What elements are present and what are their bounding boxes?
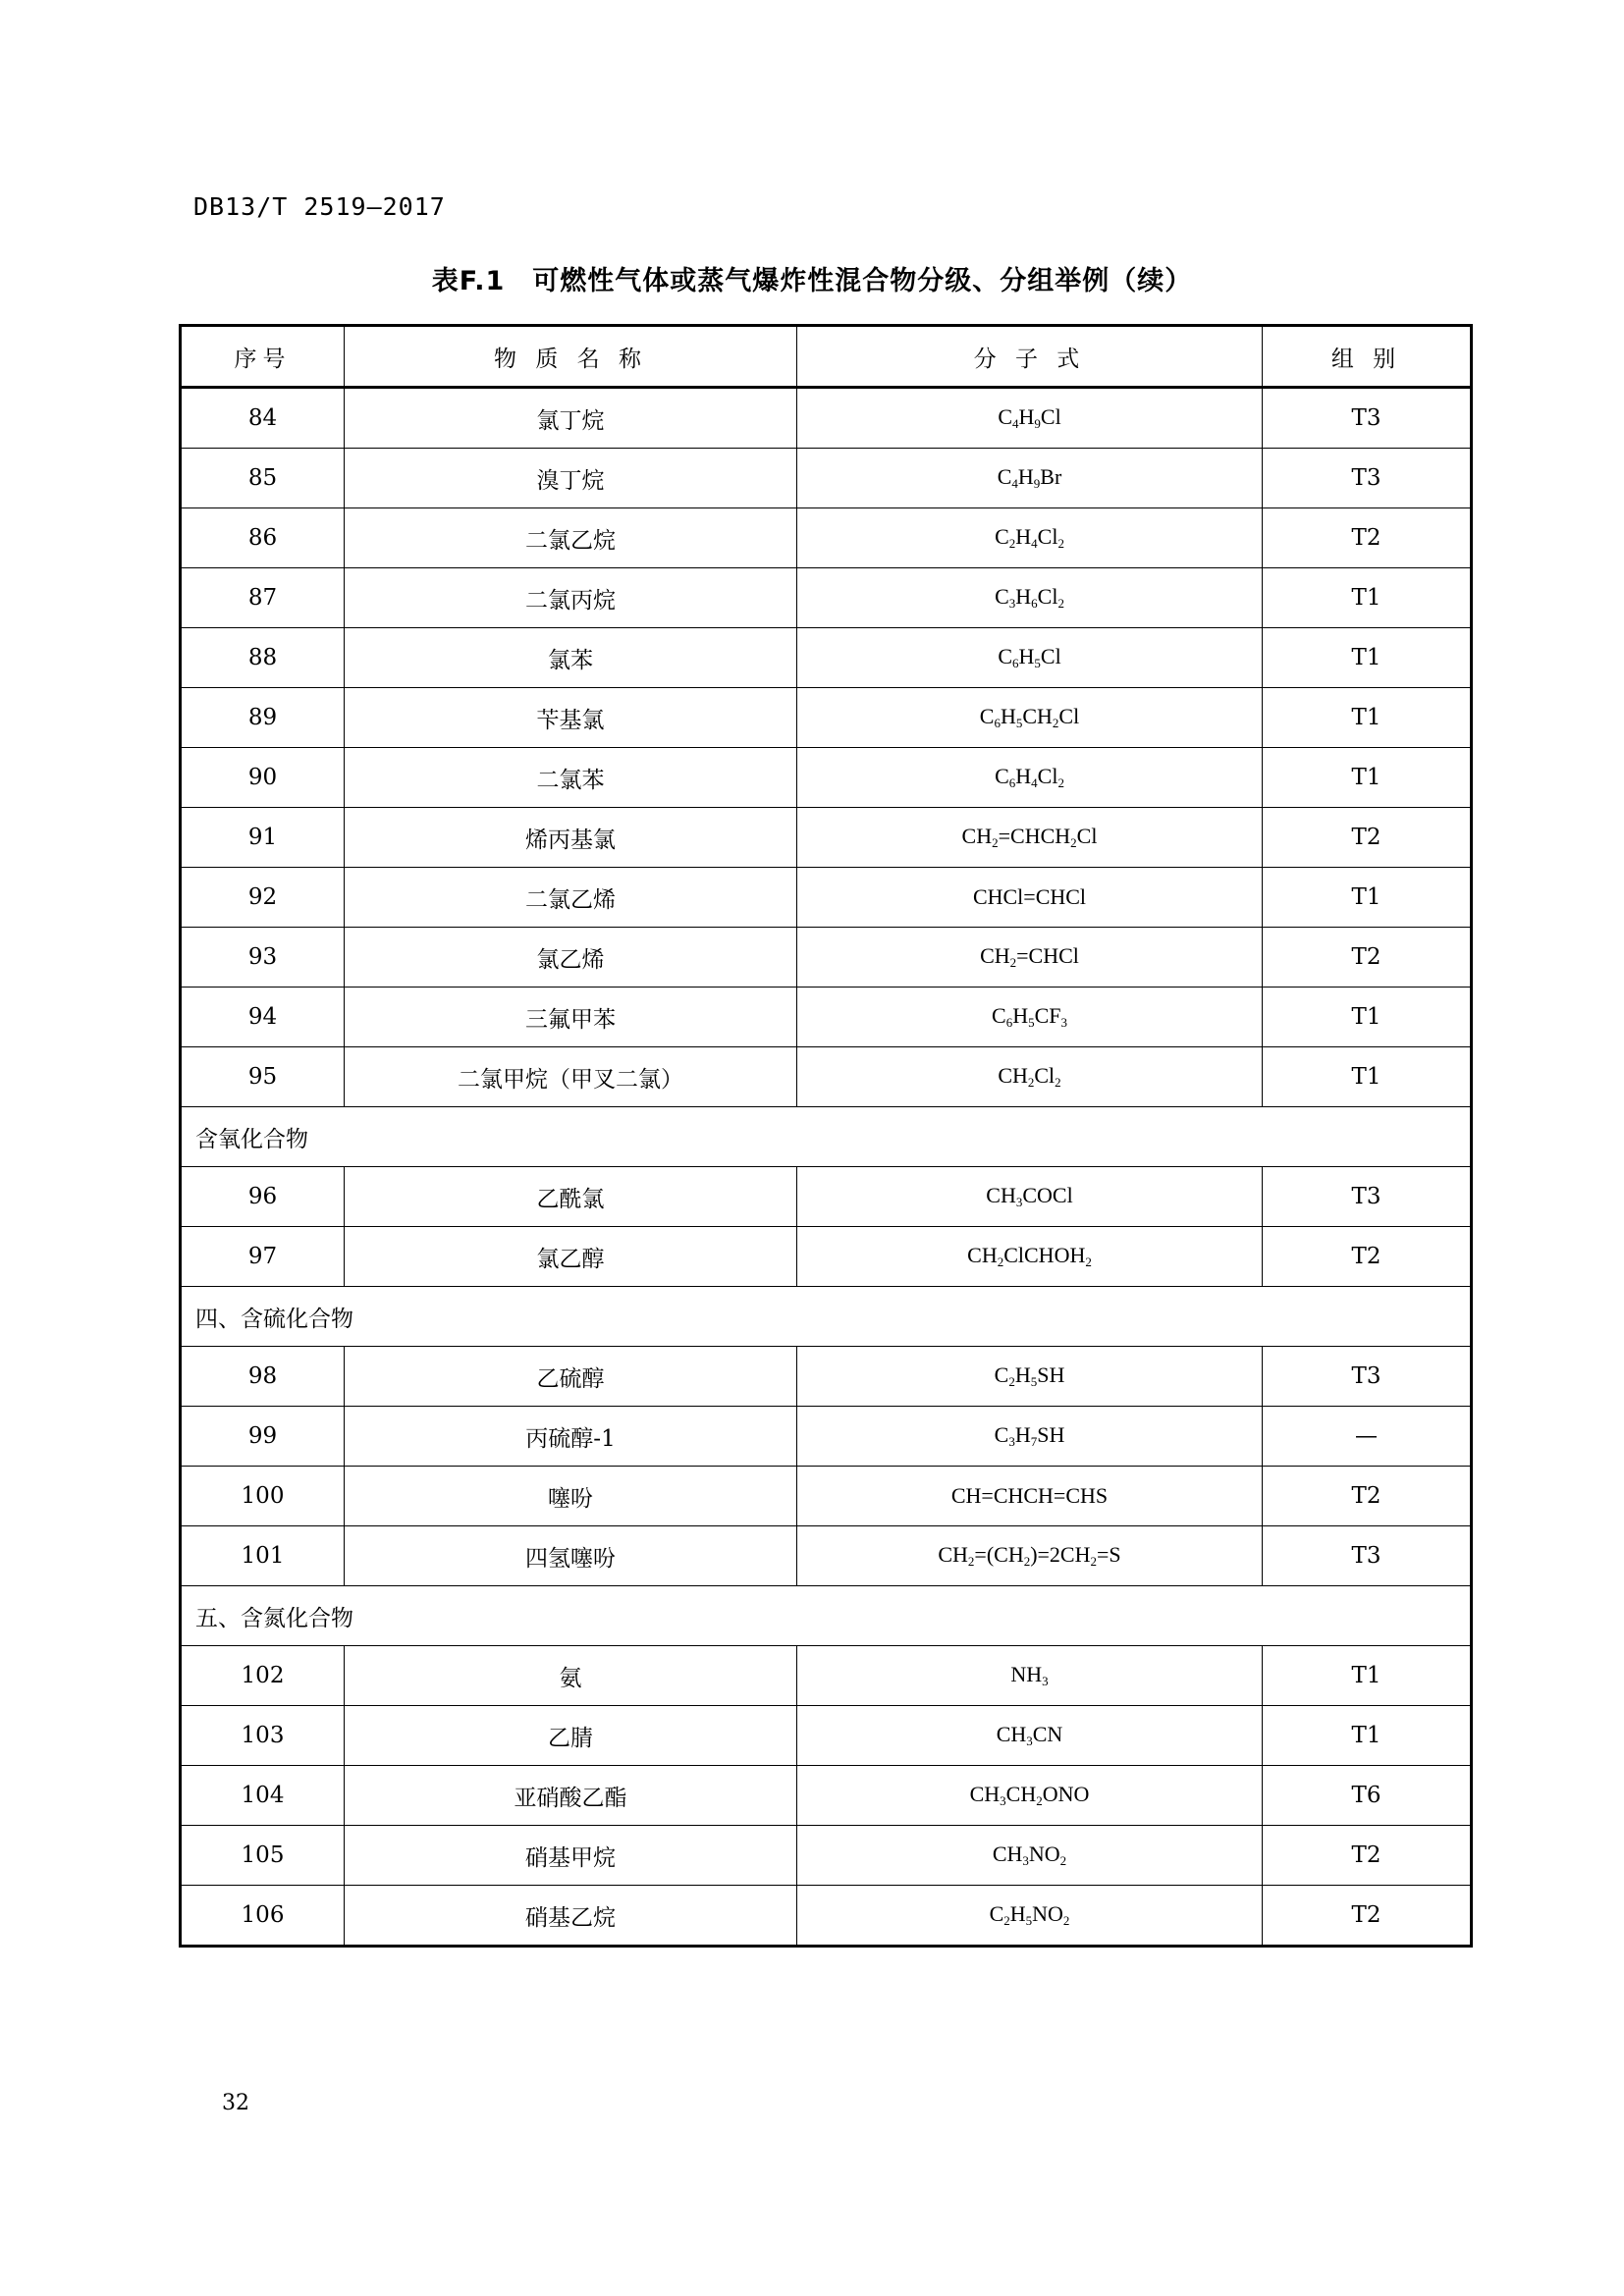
- table-header-row: [181, 326, 1472, 388]
- molecular-formula-cell: CH=CHCH=CHS: [797, 1467, 1263, 1526]
- header-molecular-formula: 分 子 式: [797, 326, 1263, 388]
- group-cell: T2: [1263, 508, 1472, 568]
- table-row: [181, 1826, 1472, 1886]
- table-row: [181, 868, 1472, 928]
- group-cell: T3: [1263, 1526, 1472, 1586]
- group-cell: T2: [1263, 1467, 1472, 1526]
- serial-number-cell: 103: [181, 1706, 345, 1766]
- serial-number-cell: 98: [181, 1347, 345, 1407]
- group-cell: —: [1263, 1407, 1472, 1467]
- section-label: 五、含氮化合物: [181, 1586, 1472, 1646]
- serial-number-cell: 105: [181, 1826, 345, 1886]
- table-row: [181, 1167, 1472, 1227]
- group-cell: T6: [1263, 1766, 1472, 1826]
- substance-name-cell: 氯乙烯: [345, 928, 797, 988]
- table-row: [181, 1646, 1472, 1706]
- serial-number-cell: 88: [181, 628, 345, 688]
- header-group: 组 别: [1263, 326, 1472, 388]
- table-section-row: [181, 1287, 1472, 1347]
- table-row: [181, 1047, 1472, 1107]
- substance-name-cell: 溴丁烷: [345, 449, 797, 508]
- table-row: [181, 1347, 1472, 1407]
- molecular-formula-cell: $CH_3COCl$: [797, 1167, 1263, 1227]
- section-label: 含氧化合物: [181, 1107, 1472, 1167]
- serial-number-cell: 102: [181, 1646, 345, 1706]
- group-cell: T1: [1263, 568, 1472, 628]
- serial-number-cell: 87: [181, 568, 345, 628]
- group-cell: T2: [1263, 928, 1472, 988]
- serial-number-cell: 97: [181, 1227, 345, 1287]
- serial-number-cell: 90: [181, 748, 345, 808]
- molecular-formula-cell: $C_6H_5CF_3$: [797, 988, 1263, 1047]
- substance-name-cell: 二氯丙烷: [345, 568, 797, 628]
- molecular-formula-cell: $C_3H_7SH$: [797, 1407, 1263, 1467]
- table-row: [181, 628, 1472, 688]
- serial-number-cell: 85: [181, 449, 345, 508]
- serial-number-cell: 92: [181, 868, 345, 928]
- molecular-formula-cell: $C_3H_6Cl_2$: [797, 568, 1263, 628]
- substance-name-cell: 烯丙基氯: [345, 808, 797, 868]
- molecular-formula-cell: $C_6H_5Cl$: [797, 628, 1263, 688]
- molecular-formula-cell: $CH_3CH_2ONO$: [797, 1766, 1263, 1826]
- table-row: [181, 928, 1472, 988]
- header-serial-number: 序号: [181, 326, 345, 388]
- group-cell: T3: [1263, 1167, 1472, 1227]
- substance-name-cell: 四氢噻吩: [345, 1526, 797, 1586]
- molecular-formula-cell: $CH_2Cl_2$: [797, 1047, 1263, 1107]
- substance-name-cell: 乙硫醇: [345, 1347, 797, 1407]
- substance-name-cell: 氯乙醇: [345, 1227, 797, 1287]
- serial-number-cell: 101: [181, 1526, 345, 1586]
- table-title: 表F.1 可燃性气体或蒸气爆炸性混合物分级、分组举例（续）: [431, 266, 1193, 296]
- substance-name-cell: 乙腈: [345, 1706, 797, 1766]
- serial-number-cell: 100: [181, 1467, 345, 1526]
- group-cell: T2: [1263, 1826, 1472, 1886]
- serial-number-cell: 84: [181, 388, 345, 449]
- group-cell: T1: [1263, 1706, 1472, 1766]
- substance-name-cell: 亚硝酸乙酯: [345, 1766, 797, 1826]
- molecular-formula-cell: CHCl=CHCl: [797, 868, 1263, 928]
- serial-number-cell: 94: [181, 988, 345, 1047]
- table-row: [181, 688, 1472, 748]
- substance-name-cell: 噻吩: [345, 1467, 797, 1526]
- molecular-formula-cell: $C_2H_5NO_2$: [797, 1886, 1263, 1947]
- serial-number-cell: 93: [181, 928, 345, 988]
- substance-name-cell: 二氯乙烷: [345, 508, 797, 568]
- group-cell: T1: [1263, 868, 1472, 928]
- group-cell: T2: [1263, 1227, 1472, 1287]
- document-code: DB13/T 2519—2017: [193, 192, 446, 221]
- serial-number-cell: 89: [181, 688, 345, 748]
- group-cell: T2: [1263, 1886, 1472, 1947]
- section-label: 四、含硫化合物: [181, 1287, 1472, 1347]
- serial-number-cell: 99: [181, 1407, 345, 1467]
- molecular-formula-cell: $C_2H_4Cl_2$: [797, 508, 1263, 568]
- substance-name-cell: 丙硫醇-1: [345, 1407, 797, 1467]
- page-number: 32: [222, 2091, 249, 2115]
- group-cell: T1: [1263, 1646, 1472, 1706]
- serial-number-cell: 95: [181, 1047, 345, 1107]
- table-row: [181, 508, 1472, 568]
- substance-name-cell: 乙酰氯: [345, 1167, 797, 1227]
- table-section-row: [181, 1586, 1472, 1646]
- molecular-formula-cell: $CH_2=(CH_2)=2CH_2=S$: [797, 1526, 1263, 1586]
- table-row: [181, 1526, 1472, 1586]
- molecular-formula-cell: $CH_2=CHCl$: [797, 928, 1263, 988]
- substance-name-cell: 苄基氯: [345, 688, 797, 748]
- substance-name-cell: 氯丁烷: [345, 388, 797, 449]
- substance-name-cell: 氨: [345, 1646, 797, 1706]
- serial-number-cell: 96: [181, 1167, 345, 1227]
- substance-name-cell: 硝基甲烷: [345, 1826, 797, 1886]
- group-cell: T1: [1263, 1047, 1472, 1107]
- substance-name-cell: 二氯乙烯: [345, 868, 797, 928]
- table-row: [181, 1467, 1472, 1526]
- serial-number-cell: 106: [181, 1886, 345, 1947]
- group-cell: T1: [1263, 628, 1472, 688]
- table-body: [181, 388, 1472, 1947]
- molecular-formula-cell: $C_6H_4Cl_2$: [797, 748, 1263, 808]
- group-cell: T1: [1263, 748, 1472, 808]
- table-container: [179, 324, 1470, 1948]
- table-row: [181, 748, 1472, 808]
- table-row: [181, 808, 1472, 868]
- substance-name-cell: 三氟甲苯: [345, 988, 797, 1047]
- molecular-formula-cell: $CH_2ClCHOH_2$: [797, 1227, 1263, 1287]
- table-row: [181, 568, 1472, 628]
- table-row: [181, 1227, 1472, 1287]
- molecular-formula-cell: $NH_3$: [797, 1646, 1263, 1706]
- molecular-formula-cell: $C_4H_9Br$: [797, 449, 1263, 508]
- substance-name-cell: 二氯甲烷（甲叉二氯）: [345, 1047, 797, 1107]
- table-row: [181, 1886, 1472, 1947]
- group-cell: T3: [1263, 388, 1472, 449]
- table-row: [181, 1407, 1472, 1467]
- table-section-row: [181, 1107, 1472, 1167]
- serial-number-cell: 86: [181, 508, 345, 568]
- substance-name-cell: 氯苯: [345, 628, 797, 688]
- group-cell: T3: [1263, 449, 1472, 508]
- table-row: [181, 988, 1472, 1047]
- substance-name-cell: 二氯苯: [345, 748, 797, 808]
- group-cell: T3: [1263, 1347, 1472, 1407]
- molecular-formula-cell: $C_4H_9Cl$: [797, 388, 1263, 449]
- group-cell: T1: [1263, 688, 1472, 748]
- group-cell: T1: [1263, 988, 1472, 1047]
- group-cell: T2: [1263, 808, 1472, 868]
- molecular-formula-cell: $CH_2=CHCH_2Cl$: [797, 808, 1263, 868]
- table-row: [181, 1706, 1472, 1766]
- table-row: [181, 388, 1472, 449]
- serial-number-cell: 91: [181, 808, 345, 868]
- serial-number-cell: 104: [181, 1766, 345, 1826]
- table-row: [181, 1766, 1472, 1826]
- molecular-formula-cell: $CH_3NO_2$: [797, 1826, 1263, 1886]
- table-row: [181, 449, 1472, 508]
- substance-name-cell: 硝基乙烷: [345, 1886, 797, 1947]
- molecular-formula-cell: $CH_3CN$: [797, 1706, 1263, 1766]
- molecular-formula-cell: $C_6H_5CH_2Cl$: [797, 688, 1263, 748]
- substance-table: [179, 324, 1473, 1948]
- molecular-formula-cell: $C_2H_5SH$: [797, 1347, 1263, 1407]
- header-substance-name: 物 质 名 称: [345, 326, 797, 388]
